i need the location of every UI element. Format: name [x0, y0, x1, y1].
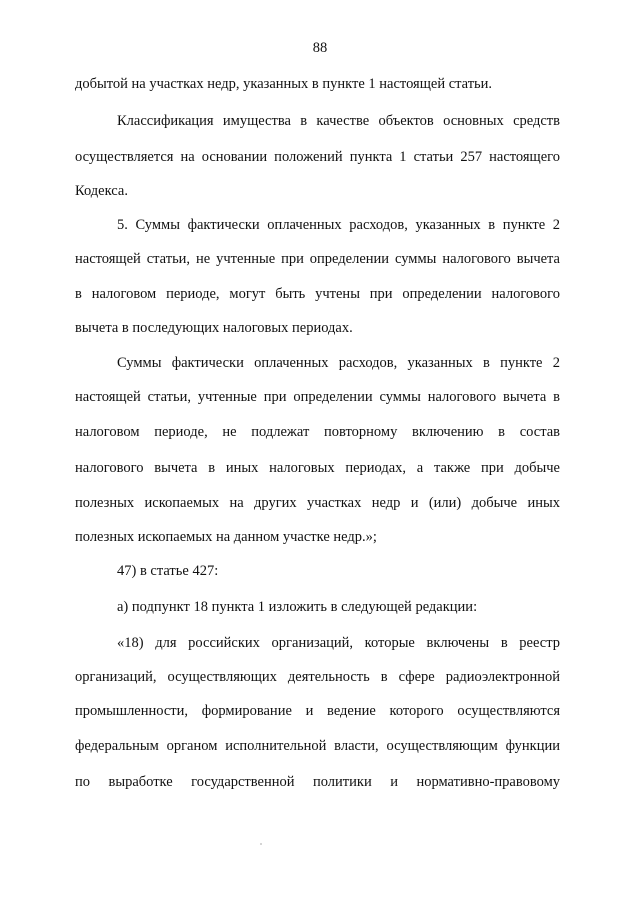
text-line: настоящей статьи, учтенные при определении суммы налогового вычета в: [75, 389, 560, 405]
text-line: полезных ископаемых на других участках недр и (или) добыче иных: [75, 495, 560, 511]
text-line: вычета в последующих налоговых периодах.: [75, 320, 353, 336]
scan-speck: [260, 843, 262, 845]
text-line: полезных ископаемых на данном участке недр.»;: [75, 529, 377, 545]
text-line: настоящей статьи, не учтенные при определении суммы налогового вычета: [75, 251, 560, 267]
text-line: Суммы фактически оплаченных расходов, указанных в пункте 2: [117, 355, 560, 371]
text-line: 47) в статье 427:: [117, 563, 219, 579]
text-line: 5. Суммы фактически оплаченных расходов, указанных в пункте 2: [117, 217, 560, 233]
text-line: «18) для российских организаций, которые включены в реестр: [117, 635, 560, 651]
text-line: добытой на участках недр, указанных в пункте 1 настоящей статьи.: [75, 76, 493, 92]
text-line: по выработке государственной политики и нормативно-правовому: [75, 774, 560, 790]
text-line: промышленности, формирование и ведение которого осуществляются: [75, 703, 560, 719]
text-line: Классификация имущества в качестве объектов основных средств: [117, 113, 560, 129]
page-number: 88: [312, 40, 328, 56]
text-line: осуществляется на основании положений пункта 1 статьи 257 настоящего: [75, 149, 560, 165]
text-line: Кодекса.: [75, 183, 128, 199]
text-line: налоговом периоде, не подлежат повторному включению в состав: [75, 424, 560, 440]
text-line: в налоговом периоде, могут быть учтены при определении налогового: [75, 286, 560, 302]
text-line: организаций, осуществляющих деятельность в сфере радиоэлектронной: [75, 669, 560, 685]
text-line: а) подпункт 18 пункта 1 изложить в следующей редакции:: [117, 599, 478, 615]
text-line: федеральным органом исполнительной власти, осуществляющим функции: [75, 738, 560, 754]
text-line: налогового вычета в иных налоговых периодах, а также при добыче: [75, 460, 560, 476]
